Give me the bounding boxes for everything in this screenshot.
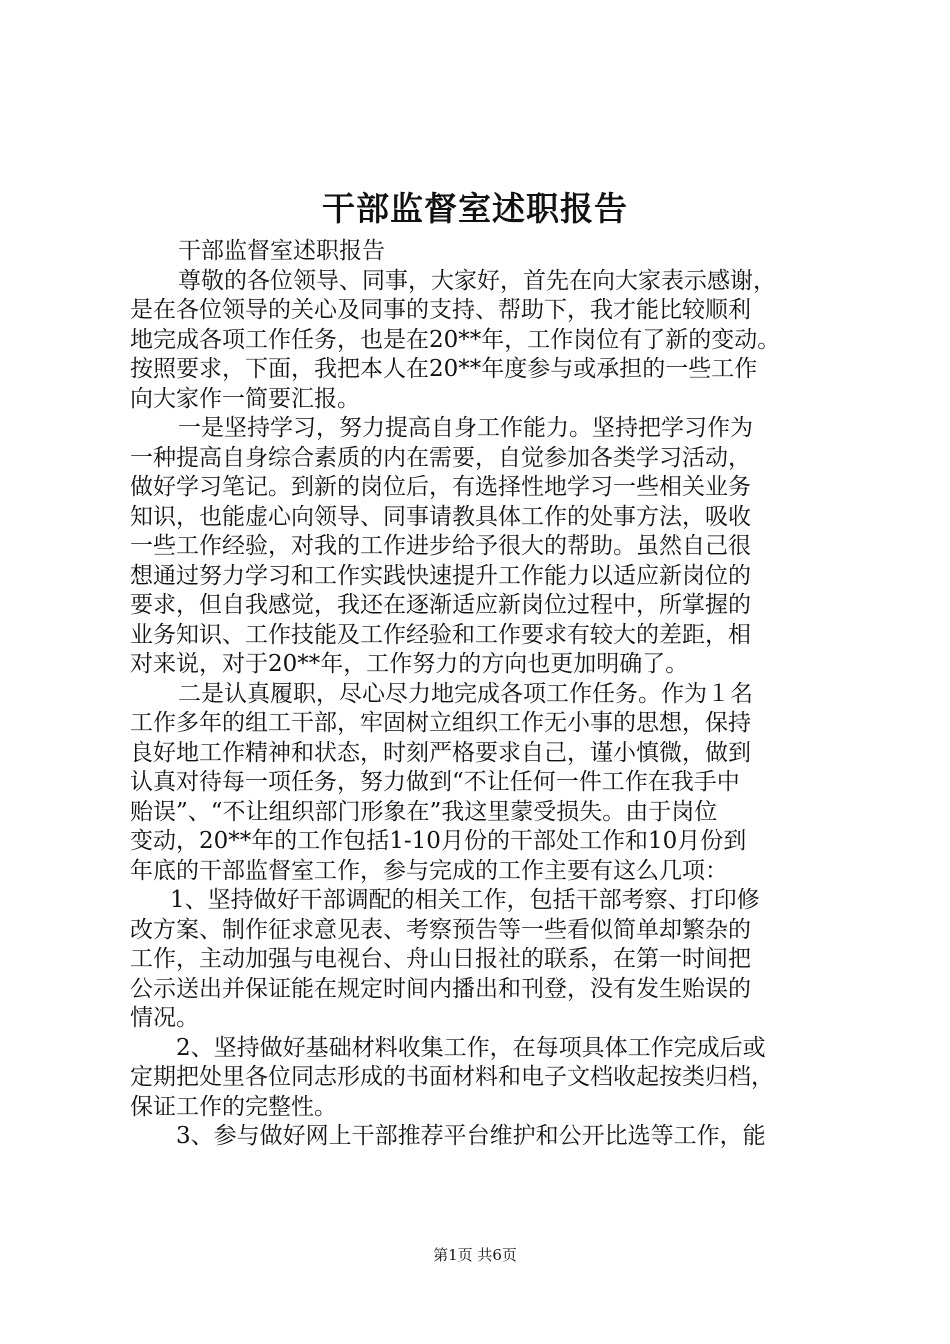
paragraph-line: 贻误”、“不让组织部门形象在”我这里蒙受损失。由于岗位 [130, 798, 718, 825]
paragraph-line: 做好学习笔记。到新的岗位后，有选择性地学习一些相关业务 [130, 474, 751, 500]
page-footer: 第1页 共6页 [433, 1246, 517, 1264]
paragraph-line: 是在各位领导的关心及同事的支持、帮助下，我才能比较顺利 [130, 297, 751, 323]
paragraph-line: 改方案、制作征求意见表、考察预告等一些看似简单却繁杂的 [130, 916, 751, 943]
paragraph-line: 工作多年的组工干部，牢固树立组织工作无小事的思想，保持 [130, 710, 751, 736]
paragraph-line: 变动，20**年的工作包括1-10月份的干部处工作和10月份到 [130, 828, 747, 854]
paragraph-line: 干部监督室述职报告 [178, 238, 385, 264]
paragraph-line: 一些工作经验，对我的工作进步给予很大的帮助。虽然自己很 [130, 533, 751, 559]
paragraph-line: 情况。 [130, 1005, 199, 1031]
paragraph-line: 定期把处里各位同志形成的书面材料和电子文档收起按类归档， [130, 1064, 774, 1090]
paragraph-line: 对来说，对于20**年，工作努力的方向也更加明确了。 [130, 651, 689, 677]
paragraph-line: 二是认真履职，尽心尽力地完成各项工作任务。作为１名 [178, 680, 753, 707]
paragraph-line: 3、参与做好网上干部推荐平台维护和公开比选等工作，能 [176, 1123, 766, 1149]
paragraph-line: 公示送出并保证能在规定时间内播出和刊登，没有发生贻误的 [130, 975, 751, 1002]
paragraph-line: 保证工作的完整性。 [130, 1093, 337, 1120]
paragraph-line: 尊敬的各位领导、同事，大家好，首先在向大家表示感谢， [178, 267, 776, 294]
paragraph-line: 要求，但自我感觉，我还在逐渐适应新岗位过程中，所掌握的 [130, 592, 751, 618]
paragraph-line: 1、坚持做好干部调配的相关工作，包括干部考察、打印修 [170, 887, 760, 913]
paragraph-line: 2、坚持做好基础材料收集工作，在每项具体工作完成后或 [176, 1034, 766, 1061]
paragraph-line: 认真对待每一项任务，努力做到“不让任何一件工作在我手中 [130, 769, 740, 795]
paragraph-line: 按照要求，下面，我把本人在20**年度参与或承担的一些工作 [130, 356, 758, 382]
paragraph-line: 业务知识、工作技能及工作经验和工作要求有较大的差距，相 [130, 621, 751, 648]
document-body [130, 237, 830, 1152]
paragraph-line: 年底的干部监督室工作，参与完成的工作主要有这么几项： [130, 857, 728, 884]
paragraph-line: 知识，也能虚心向领导、同事请教具体工作的处事方法，吸收 [130, 503, 751, 530]
paragraph-line: 一是坚持学习，努力提高自身工作能力。坚持把学习作为 [178, 415, 753, 441]
paragraph-line: 工作，主动加强与电视台、舟山日报社的联系，在第一时间把 [130, 946, 751, 972]
paragraph-line: 向大家作一简要汇报。 [130, 385, 360, 412]
paragraph-line: 想通过努力学习和工作实践快速提升工作能力以适应新岗位的 [130, 562, 751, 589]
paragraph-line: 地完成各项工作任务，也是在20**年，工作岗位有了新的变动。 [130, 326, 781, 353]
paragraph-line: 良好地工作精神和状态，时刻严格要求自己，谨小慎微，做到 [130, 739, 751, 766]
paragraph-line: 一种提高自身综合素质的内在需要，自觉参加各类学习活动， [130, 444, 751, 471]
document-title: 干部监督室述职报告 [322, 189, 628, 228]
